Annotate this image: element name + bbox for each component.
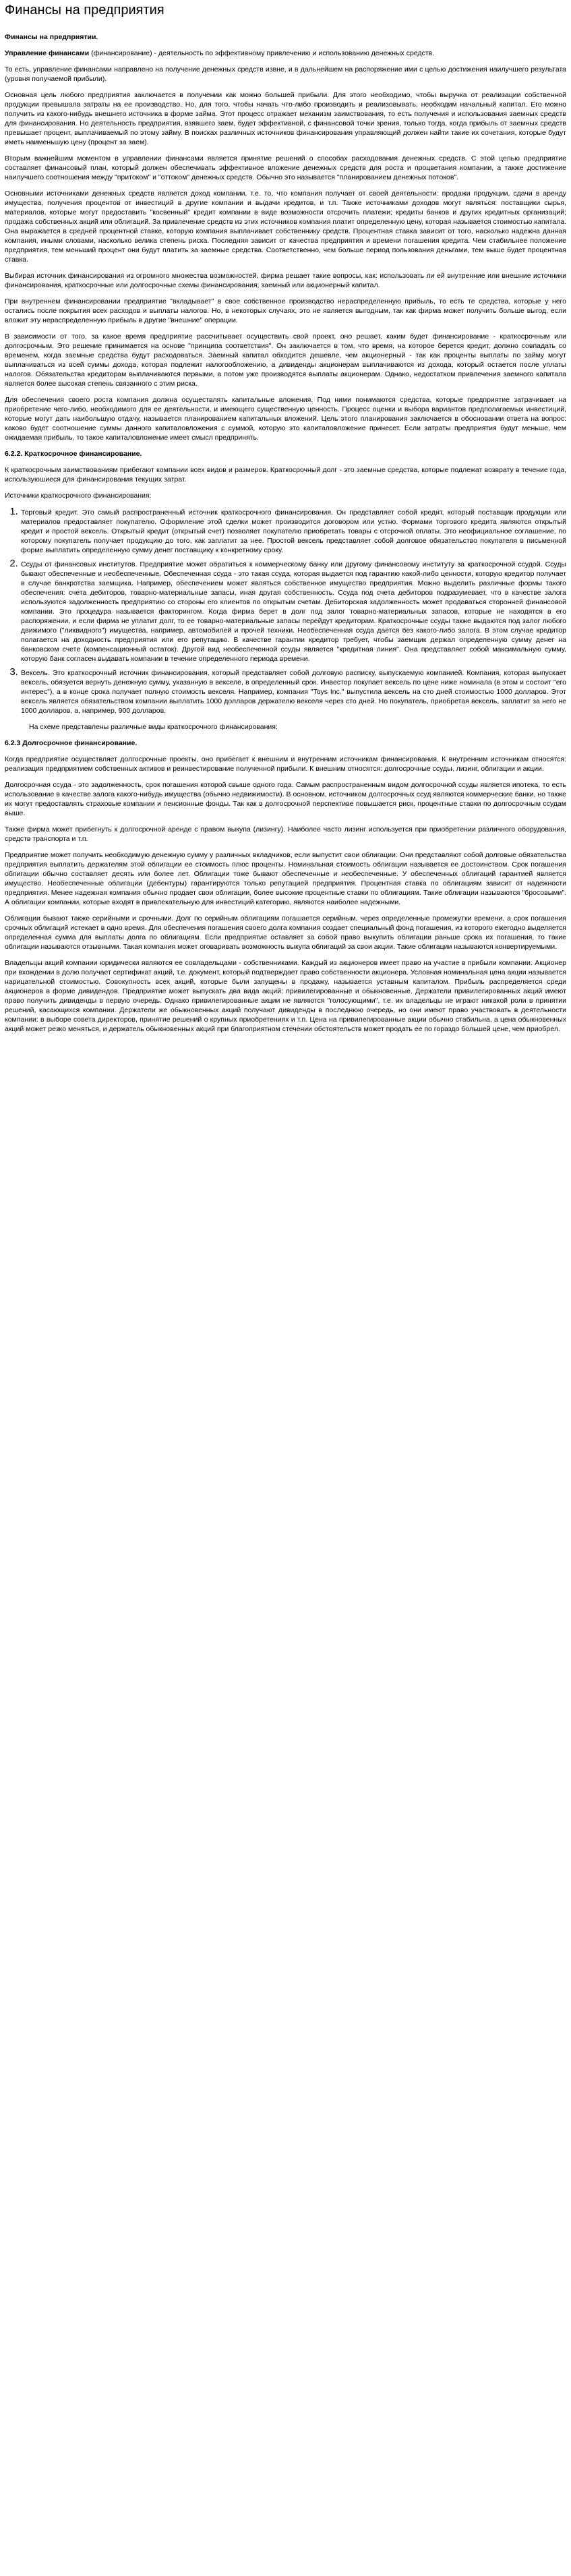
short-term-sources-list xyxy=(5,507,566,715)
definition-text: (финансирование) - деятельность по эффективному привлечению и использованию денежных средств. xyxy=(89,49,435,57)
scheme-caption: На схеме представлены различные виды краткосрочного финансирования: xyxy=(29,723,278,731)
section-heading-long-term: 6.2.3 Долгосрочное финансирование. xyxy=(5,739,138,747)
paragraph: Когда предприятие осуществляет долгосрочные проекты, оно прибегает к внешним и внутренним источникам финансирования. К внутренним источникам относятся: реализация предприятием собственных активов и реинвестирование полученной прибыли. К внешним относятся: долгосрочные ссуды, лизинг, облигации и акции. xyxy=(5,755,566,773)
paragraph: К краткосрочным заимствованиям прибегают компании всех видов и размеров. Краткосрочный долг - это заемные средства, которые подлежат возврату в течение года, используюшиеся для финансирования текущих затрат. xyxy=(5,466,566,484)
list-item-loans: 2. Ссуды от финансовых институтов. Предприятие может обратиться к коммерческому банку или другому финансовому институту за краткосрочной ссудой. Ссуды бывают обеспеченные и необеспеченные. Обеспеченная ссуда - это такая ссуда, которая выдается под гарантию какой-либо ценности, которую кредитор получает в случае банкротства заемщика. Например, обеспечением может являться собственное имущество предприятия. Можно выделить различные формы такого обеспечения: счета дебиторов, товарно-материальные запасы, иная другая собственность. Ссуда под счета дебиторов подразумевает, что в качестве залога используются задолженность предприятию со стороны его клиентов по открытым счетам. Дебиторская задолженность может продаваться сторонней финансовой компании. Это процедура называется факторингом. Когда фирма берет в долг под залог товарно-материальных запасов, которые не находятся в его распоряжении, и если фирма не уплатит долг, то ее товарно-материальные запасы перейдут кредиторам. Краткосрочные ссуды также выдаются под залог любого движимого ("ликвидного") имущества, например, автомобилей и прочей техники. Необеспеченная ссуда дается без какого-либо залога. В этом случае кредитор полагается на доходность предприятия или его репутацию. В качестве гарантии кредитор требует, чтобы заемщик держал определенную сумму денег на банковском счете (компенсационный остаток). Другой вид необеспеченной ссуды является "кредитная линия". Она представляет собой максимальную сумму, которую банк согласен выдавать компании в течение определенного периода времени. xyxy=(21,559,566,664)
paragraph: В зависимости от того, за какое время предприятие рассчитывает осуществить свой проект, оно решает, каким будет финансирование - краткосрочным или долгосрочным. Это решение принимается на основе "принципа соответствия". Он заключается в том, что время, на которое берется кредит, должно совпадать со временем, когда заемные средства будут расходоваться. Заемный капитал обходится дешевле, чем акционерный - так как проценты выплаты по займу могут выплачиваться из всей суммы дохода, которая подлежит налогообложению, а дивиденды акционерам выплачиваются из дохода, который остается после уплаты налогов. Обязательства кредиторам выплачиваются первыми, а потом уже производятся выплаты акционерам. Однако, недостатком привлечения заемного капитала является более высокая степень связанного с этим риска. xyxy=(5,332,566,388)
paragraph: Владельцы акций компании юридически являются ее совладельцами - собственниками. Каждый из акционеров имеет право на участие в прибыли компании. Акционер при вхождении в долю получает сертификат акций, т.е. документ, который подтверждает право собственности акционера. Условная номинальная цена акции называется нарицательной стоимостью. Совокупность всех акций, которые были запущены в продажу, называется уставным капиталом. Прибыль распределяется среди акционеров в форме дивидендов. Предприятие может выпускать два вида акций: привилегированные и обыкновенные. Держатели привилегированных акций имеют право получить дивиденды в первую очередь. Однако привилегированные акции не являются "голосующими", т.е. их владельцы не играют никакой роли в принятии решений, касающихся компании. Держатели же обыкновенных акций получают дивиденды в последнюю очередь, но они имеют право участвовать в деятельности компании: в выборе совета директоров, принятие решений о крупных приобретениях и т.п. Цена на привилегированные акции обычно стабильна, а цена обыкновенных акций может резко меняться, и держатель обыкновенных акций при благоприятном стечении обстоятельств может продать ее по гораздо большей цене, чем приобрел. xyxy=(5,959,566,1033)
paragraph: То есть, управление финансами направлено на получение денежных средств извне, и в дальнейшем на распоряжение ими с целью достижения наилучшего результата (уровня получаемой прибыли). xyxy=(5,65,566,83)
list-item-trade-credit: 1. Торговый кредит. Это самый распространенный источник краткосрочного финансирования. Он представляет собой кредит, который поставщик продукции или материалов предоставляет покупателю. Оформление этой сделки может производится договором или устно. Формами торгового кредита являются открытый кредит и простой вексель. Открытый кредит (открытый счет) позволяет покупателю приобретать товары с отсрочкой оплаты. Это неофициальное соглашение, по которому покупатель получает продукцию до того, как заплатит за нее. Простой вексель представляет собой долговое обязательство покупателя в письменной форме выплатить определенную сумму денег поставщику к конкретному сроку. xyxy=(21,507,566,555)
definition-term: Управление финансами xyxy=(5,49,90,57)
article xyxy=(0,1,571,1034)
page-title: Финансы на предприятия xyxy=(5,3,164,18)
paragraph: Предприятие может получить необходимую денежную сумму у различных вкладчиков, если выпустит свои облигации. Они представляют собой долговые обязательства предприятия выплатить держателям этой облигации ее стоимость плюс проценты. Номинальная стоимость облигации называется ее достоинством. Срок погашения облигации обычно составляет десять или более лет. Облигации тоже бывают обеспеченные и необеспеченные. У обеспеченных облигаций гарантией является имущество. Необеспеченные облигации (дебентуры) гарантируются только репутацией предприятия. Процентная ставка по облигациям зависит от надежности предприятия. Менее надежная компания обычно продает свои облигации, более высокие процентные ставки по облигациям. Такие облигации называются "бросовыми". А облигации компании, которые входят в привлекательную для инвестиций категорию, являются наиболее надежными. xyxy=(5,851,566,906)
definition-paragraph xyxy=(5,49,566,58)
paragraph: Долгосрочная ссуда - это задолженность, срок погашения которой свыше одного года. Самым распространенным видом долгосрочной ссуды является ипотека, то есть использование в качестве залога какого-нибудь имущества (обычно недвижимости). В основном, источником долгосрочных ссуд являются коммерческие банки, но также их могут предоставлять страховые компании и пенсионные фонды. Так как в долгосрочной перспективе повышается риск, процентные ставки по долгосрочным ссудам выше. xyxy=(5,781,566,817)
paragraph: Облигации бывают также серийными и срочными. Долг по серийным облигациям погашается серийным, через определенные промежутки времени, а срок погашения срочных облигаций истекает в одно время. Для обеспечения погашения своего долга компания создает специальный фонд погашения, из которого ежегодно выделяется определенная сумма для выплаты долга по облигациям. Если предприятие оставляет за собой право выкупить облигации раньше срока их погашения, то такие облигации называются отзывными. Такая компания может оговаривать возможность выкупа облигаций за свои акции. Такие облигации называются конвертируемыми. xyxy=(5,914,566,951)
paragraph: Выбирая источник финансирования из огромного множества возможностей, фирма решает такие вопросы, как: использовать ли ей внутренние или внешние источники финансирования, краткосрочные или долгосрочные схемы финансирования; заемный или акционерный капитал. xyxy=(5,272,566,289)
paragraph: Также фирма может прибегнуть к долгосрочной аренде с правом выкупа (лизингу). Наиболее часто лизинг используется при приобретении различного оборудования, средств транспорта и т.п. xyxy=(5,825,566,843)
list-item-promissory-note: 3. Вексель. Это краткосрочный источник финансирования, который представляет собой долговую расписку, выпускаемую компанией. Компания, которая выпускает вексель, обязуется вернуть денежную сумму, указанную в векселе, в определенный срок. Инвестор покупает вексель по цене ниже номинала (в этом и состоит "его интерес"), а в конце срока получает полную стоимость векселя. Например, компания "Toys Inc." выпустила вексель на сто дней стоимостью 1000 долларов. Этот вексель является обязательством компании выплатить 1000 долларов держателю векселя через сто дней. Но покупатель, приобретая вексель, заплатит за него не 1000 долларов, а, например, 900 долларов. xyxy=(21,668,566,715)
paragraph: Источники краткосрочного финансирования: xyxy=(5,492,152,500)
paragraph: Основная цель любого предприятия заключается в получении как можно большей прибыли. Для этого необходимо, чтобы выручка от реализации собственной продукции превышала затраты на ее производство. Но, для того, чтобы начать что-либо производить и реализовывать, необходим начальный капитал. Его можно получить из какого-нибудь внешнего источника в форме займа. Этот процесс отражает механизм заимствования, то есть получения и использования заемных средств для финансирования. Но деятельность предприятия, взявшего заем, будет эффективной, с финансовой точки зрения, только тогда, когда прибыль от заемных средств превышает процент, выплачиваемый по этому займу. В поисках различных источников финансирования управляющий должен найти такие их сочетания, которые будут иметь наименьшую цену (процент за заем). xyxy=(5,91,566,146)
paragraph: При внутреннем финансировании предприятие "вкладывает" в свое собственное производство нераспределенную прибыль, то есть те средства, которые у него остались после покрытия всех расходов и выплаты налогов. Но, в некоторых случаях, это не является выгодным, так как фирма может получить больше выгод, если вложит эту нераспределенную прибыль в другие "внешние" операции. xyxy=(5,297,566,324)
paragraph: Основными источниками денежных средств является доход компании, т.е. то, что компания получает от своей деятельности: продажи продукции, сдачи в аренду имущества, получения процентов от инвестиций в другие компании и выдачи кредитов, и т.п. Также источниками доходов могут являться: поставщики сырья, материалов, которые могут предоставить "косвенный" кредит компании в виде возможности отсрочить платежи; кредиты банков и других кредитных организаций; продажа собственных акций или облигаций. За привлечение средств из этих источников компания платит определенную цену, которая называется стоимостью капитала. Она выражается в средней процентной ставке, которую компания выплачивает собственнику средств. Процентная ставка зависит от того, насколько надежна данная компания, иными словами, насколько велика степень риска. Последняя зависит от качества предприятия и времени погашения кредита. Чем стабильнее положение предприятия, тем меньший процент они будут платить за заемные средства. Соответственно, чем больше период пользования деньгами, тем выше будет процентная ставка. xyxy=(5,189,566,264)
paragraph: Для обеспечения своего роста компания должна осуществлять капитальные вложения. Под ними понимаются средства, которые предприятие затрачивает на приобретение чего-либо, необходимого для ее деятельности, и имеющего существенную ценность. Процесс оценки и выбора вариантов предполагаемых инвестиций, которые могут дать наибольшую отдачу, называется планированием капитальных вложений. Цель этого планирования заключается в обосновании ответа на вопрос: каково будет соотношение суммы данного капиталовложения с суммой, которую это капиталовложение принесет. Если затраты предприятия будут меньше, чем ожидаемая прибыль, то такое капиталовложение имеет смысл предпринять. xyxy=(5,396,566,442)
paragraph: Вторым важнейшим моментом в управлении финансами является принятие решений о способах расходования денежных средств. С этой целью предприятие составляет финансовый план, который должен обеспечивать эффективное вложение денежных средств для роста и процветания компании, а также достижение наилучшего соотношения между "притоком" и "оттоком" денежных средств. Обычно это называется "планированием денежных потоков". xyxy=(5,154,566,181)
section-heading-short-term: 6.2.2. Краткосрочное финансирование. xyxy=(5,450,142,458)
section-heading-finance: Финансы на предприятии. xyxy=(5,33,98,41)
